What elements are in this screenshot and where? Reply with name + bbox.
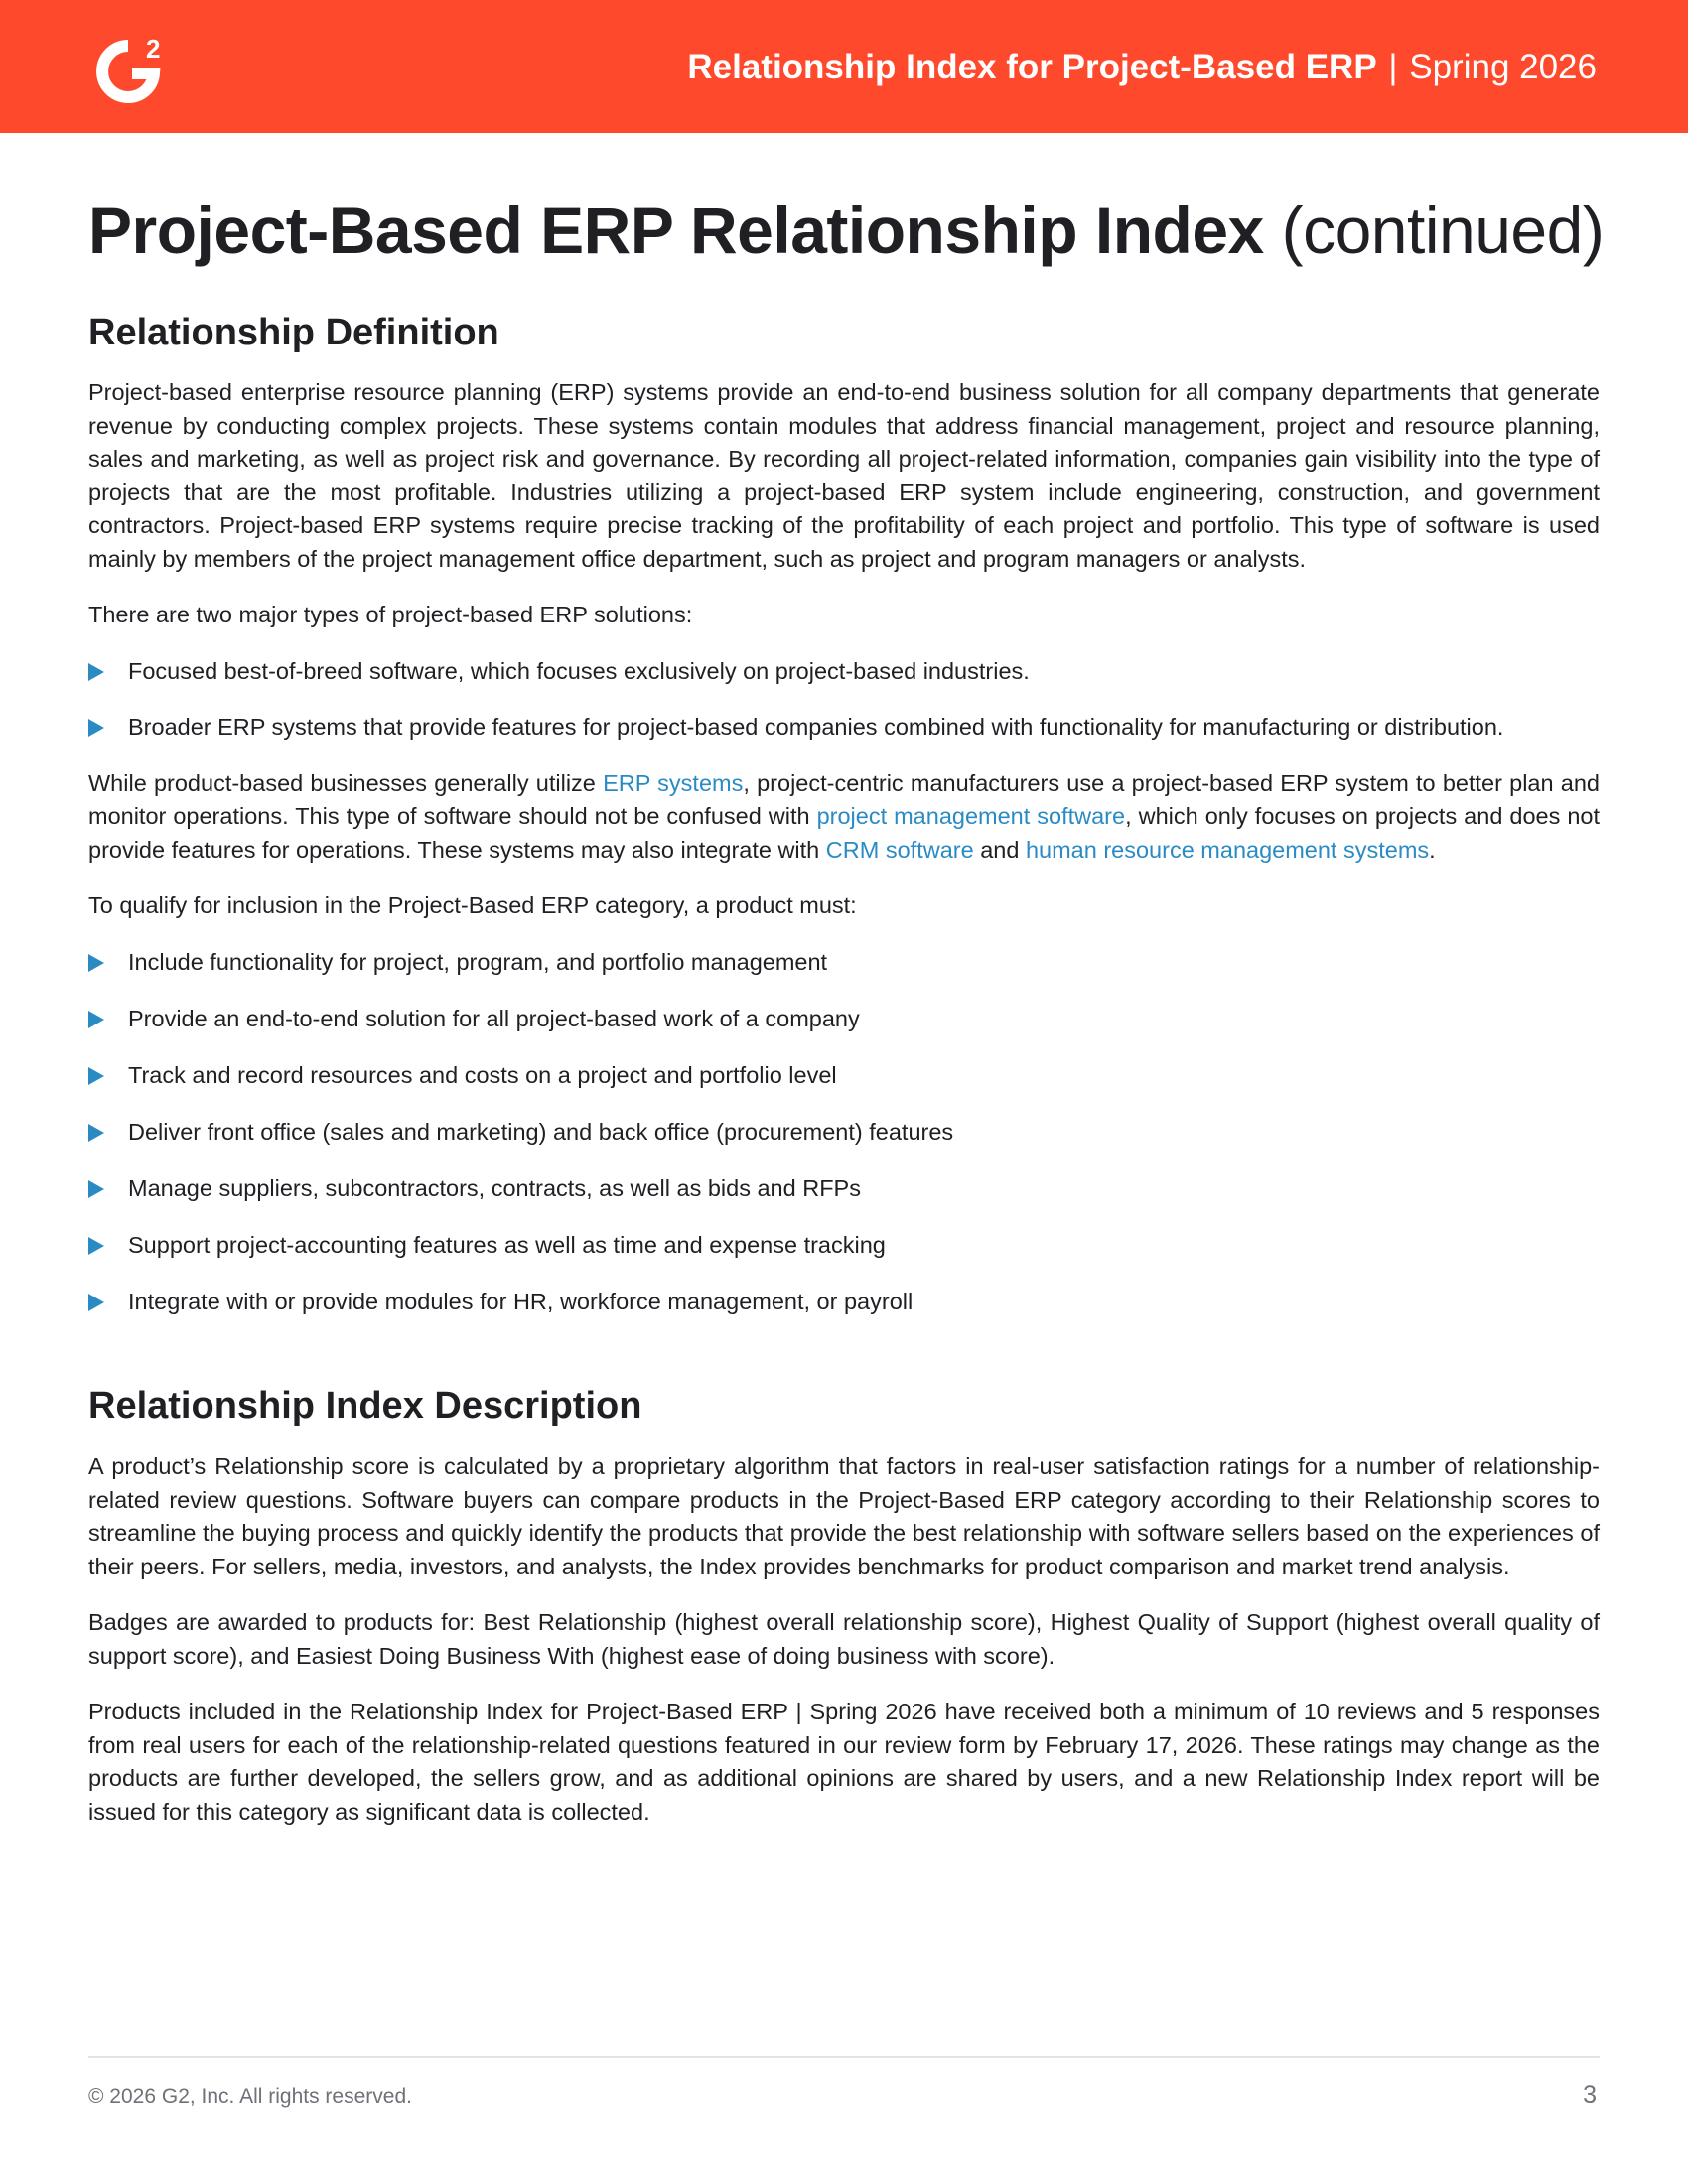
list-item xyxy=(88,946,1600,980)
erp-systems-link[interactable]: ERP systems xyxy=(603,769,744,796)
page-number: 3 xyxy=(1583,2081,1597,2109)
hr-management-systems-link[interactable]: human resource management systems xyxy=(1025,836,1430,863)
bullet-arrow-icon xyxy=(88,1237,104,1255)
bullet-arrow-icon xyxy=(88,1011,104,1028)
list-item xyxy=(88,1116,1600,1150)
page-title xyxy=(88,189,1605,272)
list-item-text: Broader ERP systems that provide features for project-based companies combined with functionality for manufacturing or distribution. xyxy=(128,714,1504,740)
list-item-text: Manage suppliers, subcontractors, contracts, as well as bids and RFPs xyxy=(128,1174,861,1201)
page-title-main: Project-Based ERP Relationship Index xyxy=(88,194,1264,267)
qualify-intro: To qualify for inclusion in the Project-Based ERP category, a product must: xyxy=(88,892,857,918)
paragraph-text: . xyxy=(1429,836,1436,863)
types-intro: There are two major types of project-based ERP solutions: xyxy=(88,602,693,627)
footer-copyright: © 2026 G2, Inc. All rights reserved. xyxy=(88,2085,412,2108)
relationship-definition-heading: Relationship Definition xyxy=(88,312,499,353)
list-item-text: Provide an end-to-end solution for all project-based work of a company xyxy=(128,1005,860,1031)
description-paragraph-inclusion: Products included in the Relationship Index for Project-Based ERP | Spring 2026 have received both a minimum of 10 reviews and 5 responses from real users for each of the relationship-related questions featured in our review form by February 17, 2026. These ratings may change as the products are further developed, the sellers grow, and as additional opinions are shared by users, and a new Relationship Index report will be issued for this category as significant data is collected. xyxy=(88,1699,1600,1825)
list-item xyxy=(88,1003,1600,1036)
bullet-arrow-icon xyxy=(88,1124,104,1142)
paragraph-text: , which only focuses on projects and does not provide features for operations. These systems may also integrate with xyxy=(88,803,1601,863)
list-item xyxy=(88,1286,1600,1319)
bullet-arrow-icon xyxy=(88,663,104,681)
list-item-text: Deliver front office (sales and marketing) and back office (procurement) features xyxy=(128,1118,954,1145)
list-item-text: Track and record resources and costs on a project and portfolio level xyxy=(128,1061,837,1088)
list-item-text: Focused best-of-breed software, which focuses exclusively on project-based industries. xyxy=(128,657,1030,684)
report-header xyxy=(0,0,1688,133)
paragraph-text: , project-centric manufacturers use a project-based ERP system to better plan and monitor operations. This type of software should not be confused with xyxy=(88,769,1600,829)
report-name: Relationship Index for Project-Based ERP xyxy=(687,48,1377,86)
list-item xyxy=(88,655,1600,689)
header-separator: | xyxy=(1388,48,1398,86)
list-item-text: Include functionality for project, program, and portfolio management xyxy=(128,948,828,975)
list-item xyxy=(88,1172,1600,1206)
bullet-arrow-icon xyxy=(88,954,104,972)
erp-context-paragraph xyxy=(88,767,1600,868)
erp-types-list xyxy=(88,655,1600,745)
g2-logo-icon xyxy=(88,30,174,109)
description-paragraph-badges: Badges are awarded to products for: Best Relationship (highest overall relationship score), Highest Quality of Support (highest overall quality of support score), and Easiest Doing Business With (highest ease of doing business with score). xyxy=(88,1609,1600,1669)
bullet-arrow-icon xyxy=(88,1294,104,1311)
list-item xyxy=(88,711,1600,745)
qualification-criteria-list xyxy=(88,946,1600,1319)
relationship-index-description-heading: Relationship Index Description xyxy=(88,1385,642,1427)
bullet-arrow-icon xyxy=(88,719,104,737)
definition-paragraph: Project-based enterprise resource planning (ERP) systems provide an end-to-end business solution for all company departments that generate revenue by conducting complex projects. These systems contain modules that address financial management, project and resource planning, sales and marketing, as well as project risk and governance. By recording all project-related information, companies gain visibility into the type of projects that are the most profitable. Industries utilizing a project-based ERP system include engineering, construction, and government contractors. Project-based ERP systems require precise tracking of the profitability of each project and portfolio. This type of software is used mainly by members of the project management office department, such as project and program managers or analysts. xyxy=(88,379,1600,572)
report-header-title xyxy=(687,46,1597,89)
footer-divider xyxy=(88,2056,1600,2058)
bullet-arrow-icon xyxy=(88,1067,104,1085)
report-season: Spring 2026 xyxy=(1409,48,1597,86)
project-management-software-link[interactable]: project management software xyxy=(816,803,1126,829)
crm-software-link[interactable]: CRM software xyxy=(825,836,974,863)
description-paragraph-score: A product’s Relationship score is calculated by a proprietary algorithm that factors in real-user satisfaction ratings for a number of relationship-related review questions. Software buyers can compare products in the Project-Based ERP category according to their Relationship scores to streamline the buying process and quickly identify the products that provide the best relationship with software sellers based on the experiences of their peers. For sellers, media, investors, and analysts, the Index provides benchmarks for product comparison and market trend analysis. xyxy=(88,1453,1600,1579)
paragraph-text: While product-based businesses generally utilize xyxy=(88,769,604,796)
paragraph-text: and xyxy=(973,836,1026,863)
svg-text:2: 2 xyxy=(146,34,161,64)
list-item-text: Support project-accounting features as well as time and expense tracking xyxy=(128,1231,886,1258)
bullet-arrow-icon xyxy=(88,1180,104,1198)
list-item-text: Integrate with or provide modules for HR, workforce management, or payroll xyxy=(128,1288,914,1314)
page-title-continued: (continued) xyxy=(1281,194,1605,267)
list-item xyxy=(88,1059,1600,1093)
list-item xyxy=(88,1229,1600,1263)
page-content xyxy=(88,189,1605,1829)
